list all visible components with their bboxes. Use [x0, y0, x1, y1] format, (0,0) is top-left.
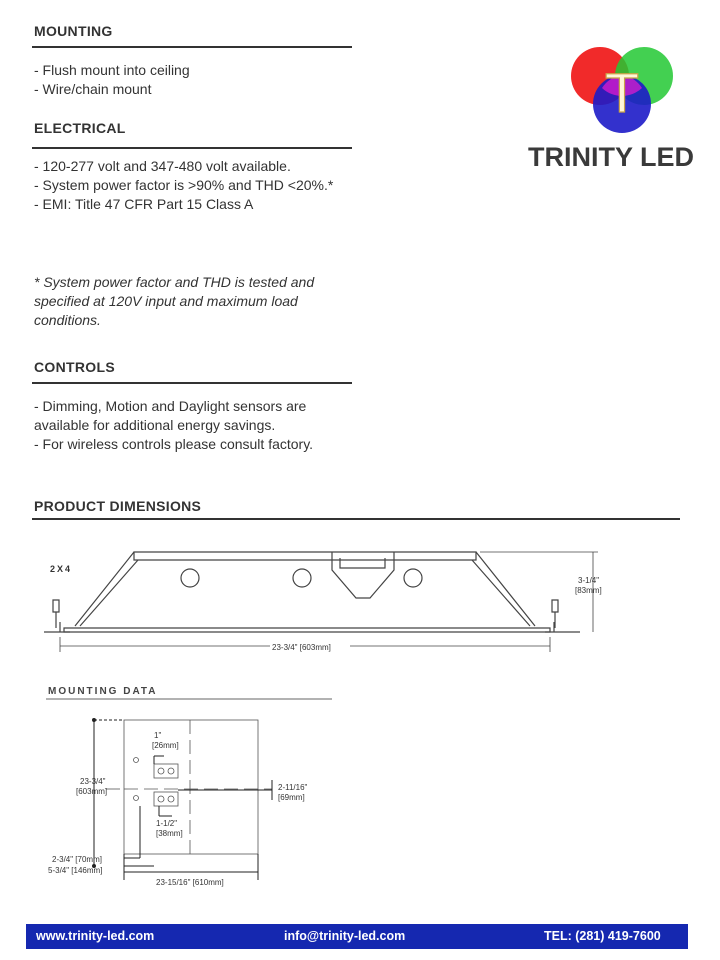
electrical-item: - 120-277 volt and 347-480 volt available.: [34, 158, 291, 174]
dimensions-heading: PRODUCT DIMENSIONS: [34, 498, 202, 514]
electrical-item: - EMI: Title 47 CFR Part 15 Class A: [34, 196, 254, 212]
mounting-bottom-left-label-2: 5-3/4" [146mm]: [48, 866, 103, 875]
controls-item: - Dimming, Motion and Daylight sensors are available for additional energy savings.: [34, 398, 307, 433]
mounting-bottom-left-label: 2-3/4" [70mm]: [52, 855, 102, 864]
mounting-mid-label-mm: [38mm]: [156, 829, 183, 838]
size-label: 2X4: [50, 564, 73, 574]
mounting-left-label-mm: [603mm]: [76, 787, 108, 796]
mounting-data-heading: MOUNTING DATA: [48, 686, 158, 697]
mounting-top-label: 1": [154, 731, 162, 740]
mounting-left-label: 23-3/4": [80, 777, 106, 786]
phone-number: TEL: (281) 419-7600: [544, 929, 661, 943]
electrical-footnote: * System power factor and THD is tested and specified at 120V input and maximum load conditions.: [34, 274, 315, 328]
dimensions-divider: [32, 518, 680, 520]
trinity-led-logo: [526, 42, 718, 174]
mounting-top-label-mm: [26mm]: [152, 741, 179, 750]
mounting-right-label-mm: [69mm]: [278, 793, 305, 802]
mounting-item: - Flush mount into ceiling: [34, 62, 190, 78]
controls-item: - For wireless controls please consult factory.: [34, 436, 314, 452]
mounting-list: [34, 61, 352, 99]
height-label-mm: [83mm]: [575, 586, 602, 595]
logo-brand-text: TRINITY LED: [528, 142, 695, 172]
footer-bar: [26, 924, 688, 949]
electrical-item: - System power factor is >90% and THD <20%.*: [34, 177, 334, 193]
fixture-side-drawing: [40, 540, 620, 665]
controls-list: [34, 397, 352, 454]
email-link[interactable]: info@trinity-led.com: [284, 929, 406, 943]
mounting-mid-label: 1-1/2": [156, 819, 178, 828]
controls-heading: CONTROLS: [34, 359, 115, 375]
electrical-list: [34, 157, 352, 214]
logo-letter: T: [604, 61, 640, 124]
mounting-right-label: 2-11/16": [278, 783, 308, 792]
controls-divider: [32, 382, 352, 384]
mounting-heading: MOUNTING: [34, 23, 113, 39]
width-label: 23-3/4" [603mm]: [272, 643, 331, 652]
mounting-item: - Wire/chain mount: [34, 81, 152, 97]
mounting-divider: [32, 46, 352, 48]
logo-mark: [571, 47, 673, 133]
website-link[interactable]: www.trinity-led.com: [36, 929, 155, 943]
electrical-divider: [32, 147, 352, 149]
mounting-bottom-label: 23-15/16" [610mm]: [156, 878, 224, 887]
height-label: 3-1/4": [578, 576, 600, 585]
mounting-data-drawing: [40, 680, 340, 895]
electrical-heading: ELECTRICAL: [34, 120, 126, 136]
